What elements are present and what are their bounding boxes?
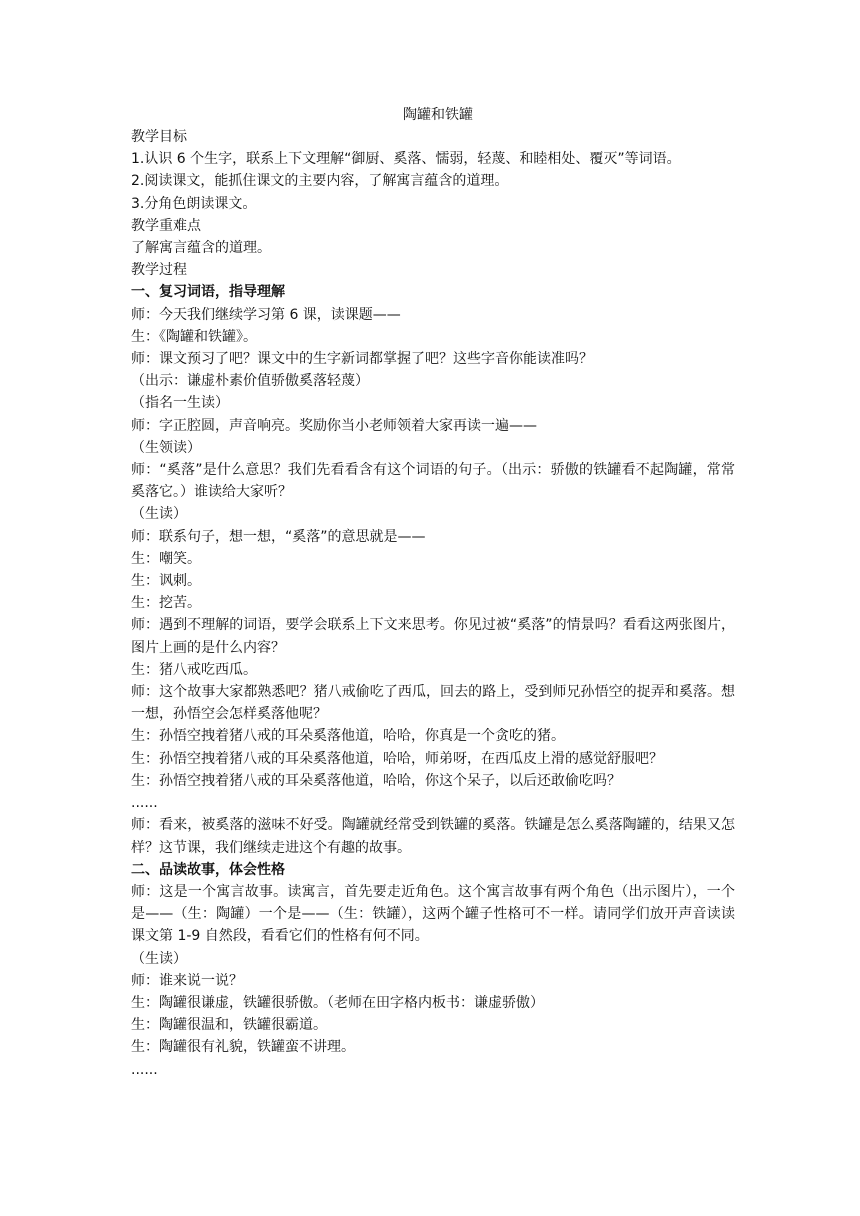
paragraph-line: 生：《陶罐和铁罐》。 [131, 328, 257, 345]
paragraph-line: 师：联系句子，想一想，“奚落”的意思就是—— [131, 528, 426, 545]
section-heading: 一、复习词语，指导理解 [131, 284, 285, 301]
paragraph-line: 教学重难点 [131, 217, 201, 234]
paragraph-line: 师：谁来说一说？ [131, 972, 243, 989]
paragraph-line: 师：今天我们继续学习第 6 课，读课题—— [131, 306, 401, 323]
paragraph-line: 教学过程 [131, 262, 187, 279]
paragraph-line: 生：陶罐很谦虚，铁罐很骄傲。（老师在田字格内板书：谦虚骄傲） [131, 994, 544, 1011]
paragraph-line: 生：陶罐很有礼貌，铁罐蛮不讲理。 [131, 1039, 355, 1056]
paragraph-line: 生：讽刺。 [131, 573, 201, 590]
paragraph-line: 生：孙悟空拽着猪八戒的耳朵奚落他道，哈哈，你真是一个贪吃的猪。 [131, 728, 565, 745]
paragraph-line: 师：看来，被奚落的滋味不好受。陶罐就经常受到铁罐的奚落。铁罐是怎么奚落陶罐的，结果又怎样？这节课，我们继续走进这个有趣的故事。 [131, 817, 735, 856]
paragraph-line: （出示：谦虚朴素价值骄傲奚落轻蔑） [131, 373, 369, 390]
paragraph-line: 2.阅读课文，能抓住课文的主要内容，了解寓言蕴含的道理。 [131, 173, 509, 190]
paragraph-line: 1.认识 6 个生字，联系上下文理解“御厨、奚落、懦弱，轻蔑、和睦相处、覆灭”等词语。 [131, 151, 681, 168]
paragraph-line: 师：这是一个寓言故事。读寓言，首先要走近角色。这个寓言故事有两个角色（出示图片），一个是——（生：陶罐）一个是——（生：铁罐），这两个罐子性格可不一样。请同学们放开声音读读课文第 1-9 自然段，看看它们的性格有何不同。 [131, 883, 735, 945]
paragraph-line: ...... [131, 795, 158, 812]
paragraph-line: 教学目标 [131, 129, 187, 145]
paragraph-line: 师：“奚落”是什么意思？我们先看看含有这个词语的句子。（出示：骄傲的铁罐看不起陶罐，常常奚落它。）谁读给大家听？ [131, 462, 735, 501]
paragraph-line: 师：字正腔圆，声音响亮。奖励你当小老师领着大家再读一遍—— [131, 417, 537, 434]
paragraph-line: 师：课文预习了吧？课文中的生字新词都掌握了吧？这些字音你能读准吗？ [131, 351, 593, 368]
paragraph-line: （生读） [131, 950, 187, 967]
paragraph-line: ...... [131, 1061, 158, 1078]
paragraph-line: 生：孙悟空拽着猪八戒的耳朵奚落他道，哈哈，师弟呀，在西瓜皮上滑的感觉舒服吧？ [131, 750, 663, 767]
document-body [131, 104, 735, 1081]
paragraph-line: 生：嘲笑。 [131, 550, 201, 567]
document-lines [131, 126, 735, 1081]
paragraph-line: 师：这个故事大家都熟悉吧？猪八戒偷吃了西瓜，回去的路上，受到师兄孙悟空的捉弄和奚落。想一想，孙悟空会怎样奚落他呢？ [131, 684, 735, 723]
section-heading: 二、品读故事，体会性格 [131, 861, 285, 878]
paragraph-line: 生：猪八戒吃西瓜。 [131, 661, 257, 678]
paragraph-line: 了解寓言蕴含的道理。 [131, 240, 271, 257]
paragraph-line: （生领读） [131, 439, 201, 456]
paragraph-line: 生：孙悟空拽着猪八戒的耳朵奚落他道，哈哈，你这个呆子，以后还敢偷吃吗？ [131, 772, 621, 789]
paragraph-line: 3.分角色朗读课文。 [131, 195, 257, 212]
paragraph-line: 生：挖苦。 [131, 595, 201, 612]
document-title: 陶罐和铁罐 [403, 107, 473, 123]
paragraph-line: （指名一生读） [131, 395, 229, 412]
paragraph-line: 生：陶罐很温和，铁罐很霸道。 [131, 1017, 327, 1034]
paragraph-line: 师：遇到不理解的词语，要学会联系上下文来思考。你见过被“奚落”的情景吗？看看这两张图片，图片上画的是什么内容？ [131, 617, 735, 656]
paragraph-line: （生读） [131, 506, 187, 523]
